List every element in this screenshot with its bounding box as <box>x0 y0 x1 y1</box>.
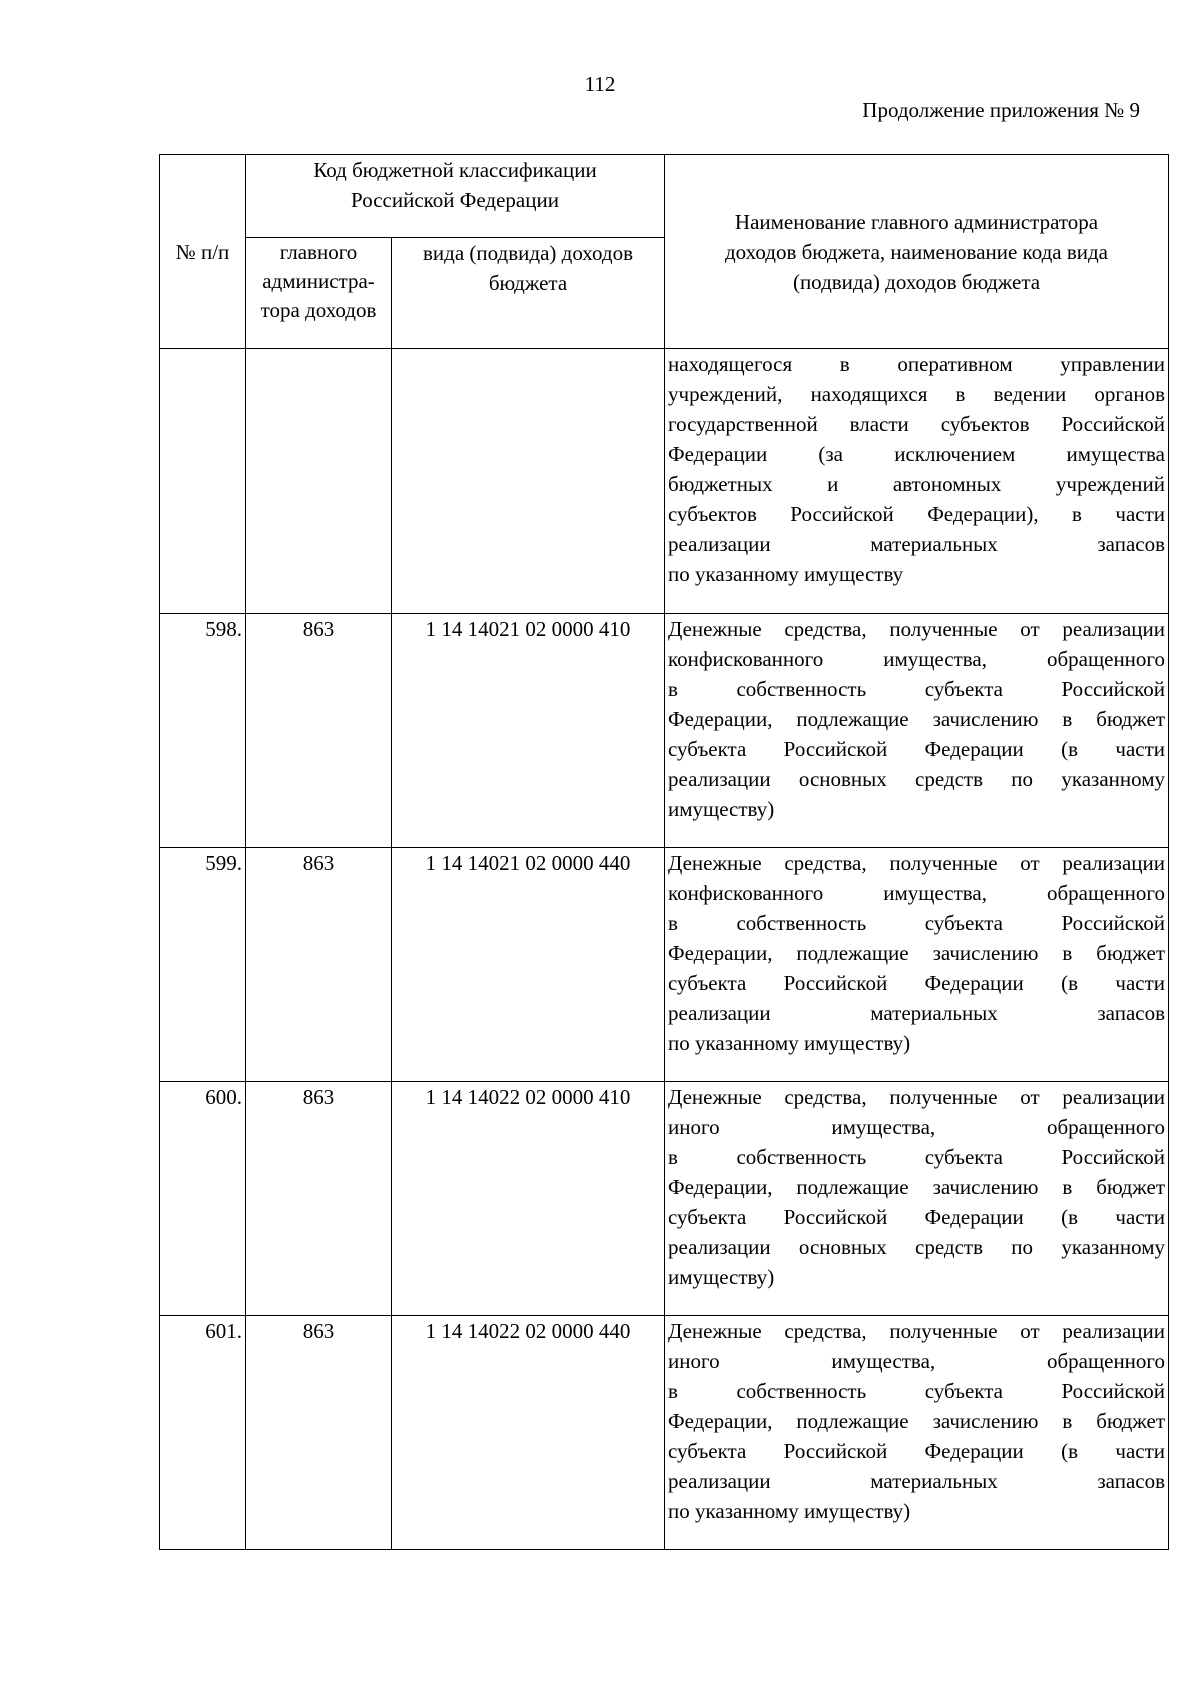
header-name-line: Наименование главного администратора <box>734 209 1099 234</box>
cell-admin: 863 <box>246 1316 392 1550</box>
description-line: иного имущества, обращенного <box>668 1349 1166 1373</box>
cell-admin: 863 <box>246 1082 392 1316</box>
header-kind-line: вида (подвида) доходов <box>423 241 633 265</box>
cell-num: 600. <box>160 1082 246 1316</box>
description-line: учреждений, находящихся в ведении органов <box>668 382 1166 406</box>
cell-description <box>665 614 1169 848</box>
cell-description <box>665 1082 1169 1316</box>
description-line: субъектов Российской Федерации), в части <box>668 502 1166 526</box>
description-line: государственной власти субъектов Российской <box>668 412 1166 436</box>
cell-num <box>160 349 246 614</box>
header-admin-line: тора доходов <box>260 298 377 322</box>
description-line: Денежные средства, полученные от реализации <box>668 617 1166 641</box>
description-line: Федерации (за исключением имущества <box>668 442 1166 466</box>
description-line: Денежные средства, полученные от реализации <box>668 1319 1166 1343</box>
cell-admin: 863 <box>246 614 392 848</box>
cell-num: 599. <box>160 848 246 1082</box>
description-line: субъекта Российской Федерации (в части <box>668 1439 1166 1463</box>
cell-description <box>665 1316 1169 1550</box>
cell-admin <box>246 349 392 614</box>
table-row-continuation <box>160 349 1169 614</box>
description-line: Денежные средства, полученные от реализации <box>668 1085 1166 1109</box>
cell-code: 1 14 14021 02 0000 440 <box>392 848 665 1082</box>
cell-description <box>665 848 1169 1082</box>
description-line: Федерации, подлежащие зачислению в бюджет <box>668 707 1166 731</box>
header-name <box>665 155 1169 349</box>
description-line: в собственность субъекта Российской <box>668 1379 1166 1403</box>
description-line: в собственность субъекта Российской <box>668 1145 1166 1169</box>
description-line: в собственность субъекта Российской <box>668 911 1166 935</box>
table-row <box>160 1316 1169 1550</box>
table-row <box>160 614 1169 848</box>
page-number: 112 <box>584 72 616 96</box>
table-row <box>160 848 1169 1082</box>
budget-classification-table <box>159 154 1169 1550</box>
description-line: по указанному имуществу <box>668 562 904 586</box>
header-num: № п/п <box>160 155 246 349</box>
header-kind-line: бюджета <box>488 271 568 295</box>
header-admin-line: администра- <box>262 269 375 293</box>
cell-code: 1 14 14022 02 0000 440 <box>392 1316 665 1550</box>
description-line: конфискованного имущества, обращенного <box>668 647 1166 671</box>
table-row <box>160 1082 1169 1316</box>
description-line: субъекта Российской Федерации (в части <box>668 1205 1166 1229</box>
description-line: реализации основных средств по указанному <box>668 1235 1166 1259</box>
cell-description <box>665 349 1169 614</box>
cell-num: 601. <box>160 1316 246 1550</box>
description-line: конфискованного имущества, обращенного <box>668 881 1166 905</box>
cell-num: 598. <box>160 614 246 848</box>
description-line: бюджетных и автономных учреждений <box>668 472 1166 496</box>
appendix-note: Продолжение приложения № 9 <box>862 98 1140 122</box>
header-kind <box>392 238 665 349</box>
cell-code <box>392 349 665 614</box>
cell-admin: 863 <box>246 848 392 1082</box>
header-code-group-line: Код бюджетной классификации <box>313 158 597 182</box>
description-line: Федерации, подлежащие зачислению в бюджет <box>668 941 1166 965</box>
header-code-group <box>246 155 665 238</box>
description-line: реализации основных средств по указанному <box>668 767 1166 791</box>
description-line: Федерации, подлежащие зачислению в бюджет <box>668 1175 1166 1199</box>
description-line: Федерации, подлежащие зачислению в бюджет <box>668 1409 1166 1433</box>
description-line: реализации материальных запасов <box>668 532 1166 556</box>
description-line: субъекта Российской Федерации (в части <box>668 971 1166 995</box>
description-line: имуществу) <box>668 1265 775 1289</box>
description-line: по указанному имуществу) <box>668 1499 911 1523</box>
description-line: находящегося в оперативном управлении <box>668 352 1166 376</box>
description-line: Денежные средства, полученные от реализации <box>668 851 1166 875</box>
description-line: иного имущества, обращенного <box>668 1115 1166 1139</box>
header-admin <box>246 238 392 349</box>
description-line: по указанному имуществу) <box>668 1031 911 1055</box>
cell-code: 1 14 14022 02 0000 410 <box>392 1082 665 1316</box>
header-code-group-line: Российской Федерации <box>351 188 559 212</box>
cell-code: 1 14 14021 02 0000 410 <box>392 614 665 848</box>
header-admin-line: главного <box>279 240 358 264</box>
description-line: реализации материальных запасов <box>668 1001 1166 1025</box>
header-name-line: доходов бюджета, наименование кода вида <box>725 239 1109 264</box>
description-line: субъекта Российской Федерации (в части <box>668 737 1166 761</box>
description-line: в собственность субъекта Российской <box>668 677 1166 701</box>
description-line: реализации материальных запасов <box>668 1469 1166 1493</box>
description-line: имуществу) <box>668 797 775 821</box>
header-name-line: (подвида) доходов бюджета <box>792 269 1041 294</box>
